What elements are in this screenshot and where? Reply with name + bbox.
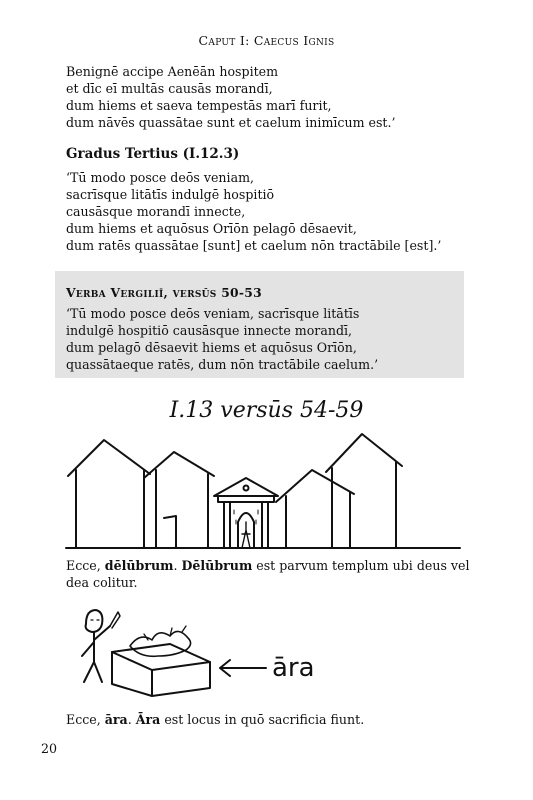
caption-text: Ecce, [66, 712, 105, 727]
stick-figure-drawing [82, 610, 120, 682]
running-head: Caput I: Caecus Ignis [198, 33, 335, 48]
gradus-passage [66, 169, 441, 254]
gradus-line: sacrīsque litātīs indulgē hospitiō [66, 187, 275, 202]
caption-text: . [127, 712, 136, 727]
verba-vergilii-box [55, 271, 464, 378]
caption-term: dēlūbrum [104, 558, 174, 573]
temple-drawing [214, 478, 278, 548]
house-middle-left [144, 452, 214, 548]
caption-text: Ecce, [66, 558, 105, 573]
passage-1 [66, 63, 396, 131]
verba-line: dum pelagō dēsaevit hiems et aquōsus Orīōn, [66, 340, 357, 355]
section-title: I.13 versūs 54-59 [169, 398, 364, 423]
ara-caption [66, 711, 364, 728]
ara-illustration [70, 604, 330, 699]
caption-text: est parvum templum ubi deus vel dea colitur. [66, 558, 470, 590]
caption-term: āra [104, 712, 128, 727]
passage-1-line: dum hiems et saeva tempestās marī furit, [66, 98, 332, 113]
caption-text: est locus in quō sacrificia fiunt. [160, 712, 365, 727]
ara-label: āra [272, 653, 315, 683]
caption-text: . [173, 558, 182, 573]
gradus-heading: Gradus Tertius (I.12.3) [66, 146, 240, 162]
verba-line: quassātaeque ratēs, dum nōn tractābile caelum.’ [66, 357, 379, 372]
gradus-line: ‘Tū modo posce deōs veniam, [66, 170, 255, 185]
caption-term: Dēlūbrum [181, 558, 253, 573]
delubrum-caption [66, 557, 476, 591]
house-right [326, 434, 402, 548]
house-middle-right [276, 470, 354, 548]
verba-line: indulgē hospitiō causāsque innecte morandī, [66, 323, 353, 338]
gradus-line: dum hiems et aquōsus Orīōn pelagō dēsaevit, [66, 221, 357, 236]
caption-term: Āra [135, 712, 161, 727]
verba-passage [66, 305, 378, 373]
passage-1-line: Benignē accipe Aenēān hospitem [66, 64, 279, 79]
gradus-line: dum ratēs quassātae [sunt] et caelum nōn tractābile [est].’ [66, 238, 442, 253]
passage-1-line: et dīc eī multās causās morandī, [66, 81, 273, 96]
delubrum-illustration [64, 430, 464, 552]
verba-line: ‘Tū modo posce deōs veniam, sacrīsque litātīs [66, 306, 360, 321]
arrow-pointer [220, 660, 266, 676]
gradus-line: causāsque morandī innecte, [66, 204, 246, 219]
passage-1-line: dum nāvēs quassātae sunt et caelum inimīcum est.’ [66, 115, 396, 130]
verba-title: Verba Vergiliī, versūs 50-53 [66, 285, 263, 300]
page-number: 20 [41, 741, 58, 756]
altar-drawing [112, 626, 210, 696]
